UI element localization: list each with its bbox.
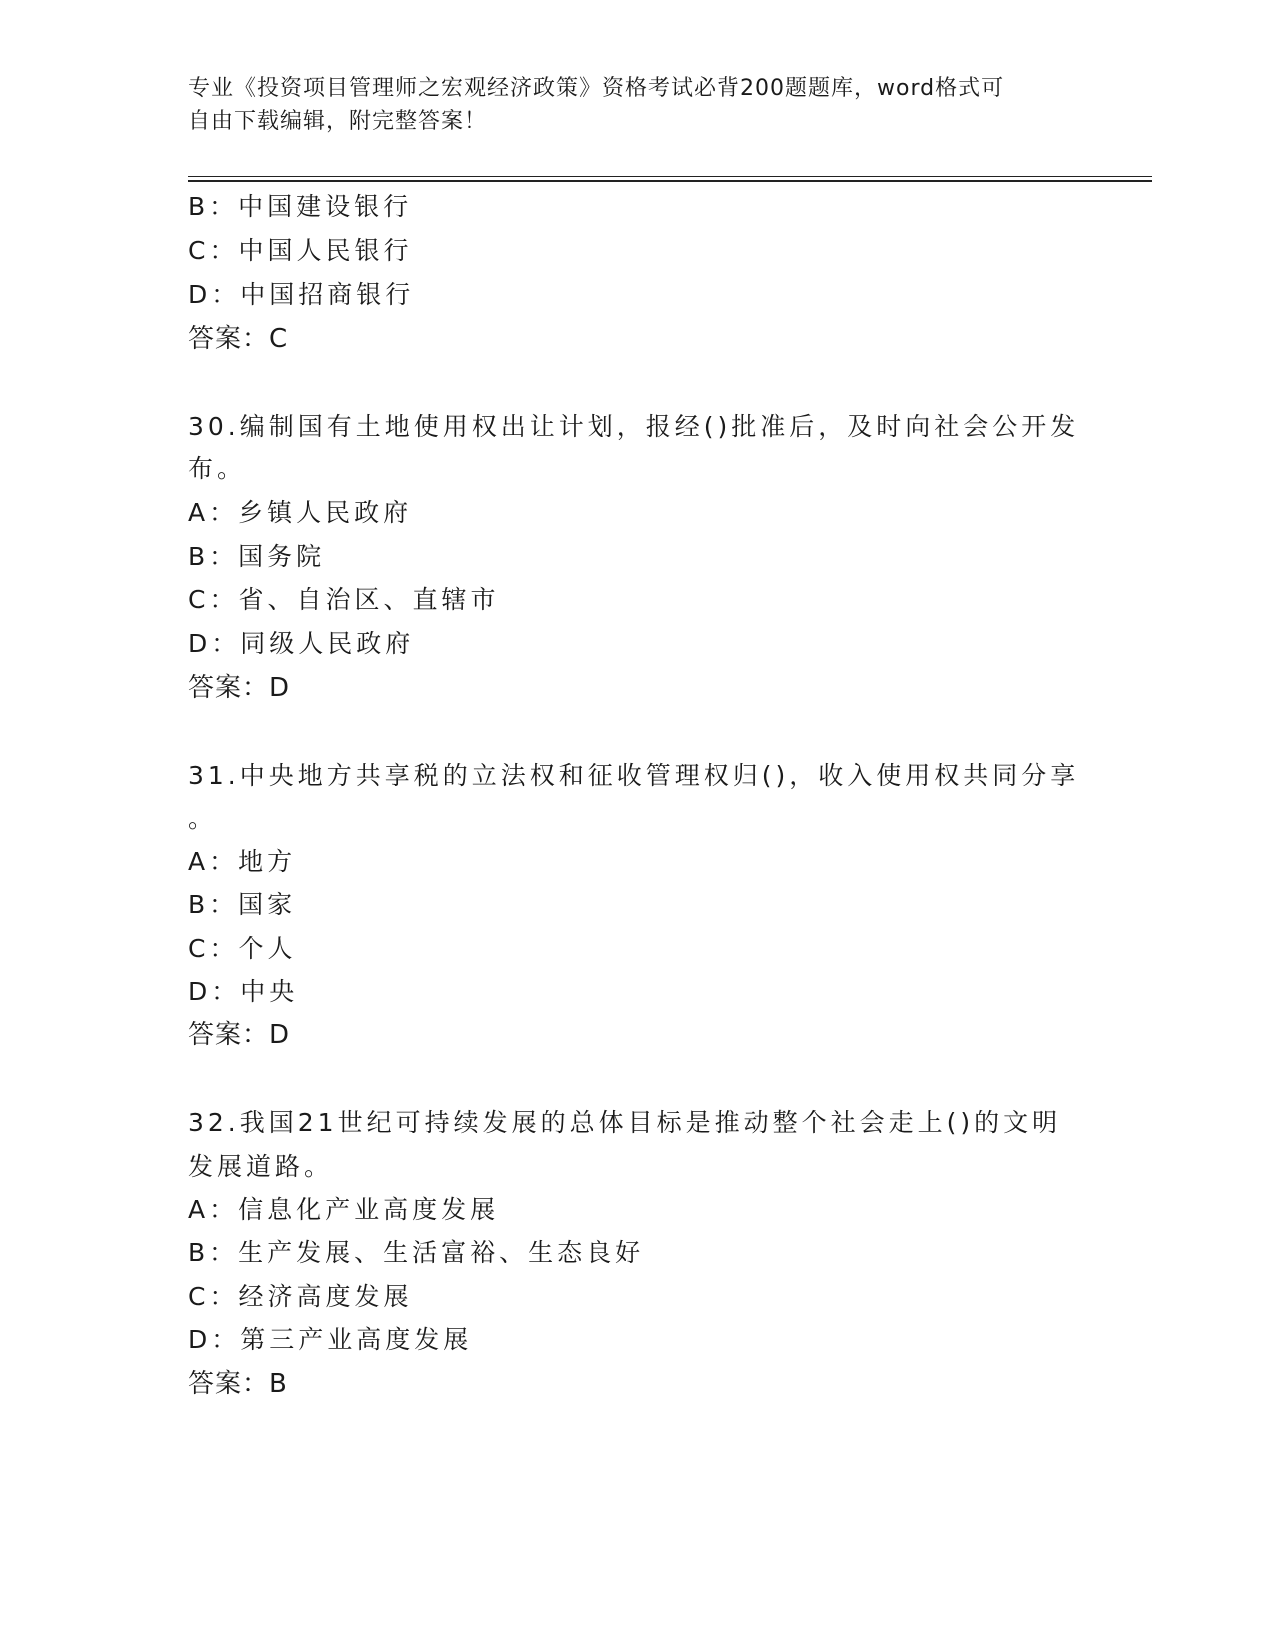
q31-option-b: B：国家	[188, 890, 297, 919]
q30-option-c: C：省、自治区、直辖市	[188, 585, 500, 614]
prev-answer: 答案：C	[188, 324, 289, 354]
q31-stem-line-2: 。	[188, 804, 218, 833]
q30-answer: 答案：D	[188, 673, 291, 703]
q31-option-a: A：地方	[188, 847, 297, 876]
header-line-2: 自由下载编辑，附完整答案！	[188, 109, 488, 134]
q31-answer: 答案：D	[188, 1020, 291, 1050]
q31-option-d: D：中央	[188, 977, 299, 1006]
q31-option-c: C：个人	[188, 934, 297, 963]
q32-stem-line-1: 32.我国21世纪可持续发展的总体目标是推动整个社会走上()的文明	[188, 1108, 1062, 1137]
document-header	[188, 72, 1088, 138]
header-line-1: 专业《投资项目管理师之宏观经济政策》资格考试必背200题题库，word格式可	[188, 76, 1005, 101]
q31-stem-line-1: 31.中央地方共享税的立法权和征收管理权归()，收入使用权共同分享	[188, 761, 1080, 790]
header-rule-thick	[188, 180, 1152, 182]
prev-option-d: D：中国招商银行	[188, 280, 415, 309]
q30-option-d: D：同级人民政府	[188, 629, 415, 658]
q30-stem-line-2: 布。	[188, 454, 247, 483]
prev-option-b: B：中国建设银行	[188, 192, 413, 221]
q32-option-d: D：第三产业高度发展	[188, 1325, 473, 1354]
q32-stem-line-2: 发展道路。	[188, 1152, 334, 1181]
header-rule-thin	[188, 176, 1152, 177]
q32-answer: 答案：B	[188, 1369, 288, 1399]
prev-option-c: C：中国人民银行	[188, 236, 413, 265]
q32-option-a: A：信息化产业高度发展	[188, 1195, 500, 1224]
q30-stem-line-1: 30.编制国有土地使用权出让计划，报经()批准后，及时向社会公开发	[188, 412, 1080, 441]
q30-option-b: B：国务院	[188, 542, 326, 571]
q32-option-c: C：经济高度发展	[188, 1282, 413, 1311]
q32-option-b: B：生产发展、生活富裕、生态良好	[188, 1238, 645, 1267]
q30-option-a: A：乡镇人民政府	[188, 498, 413, 527]
